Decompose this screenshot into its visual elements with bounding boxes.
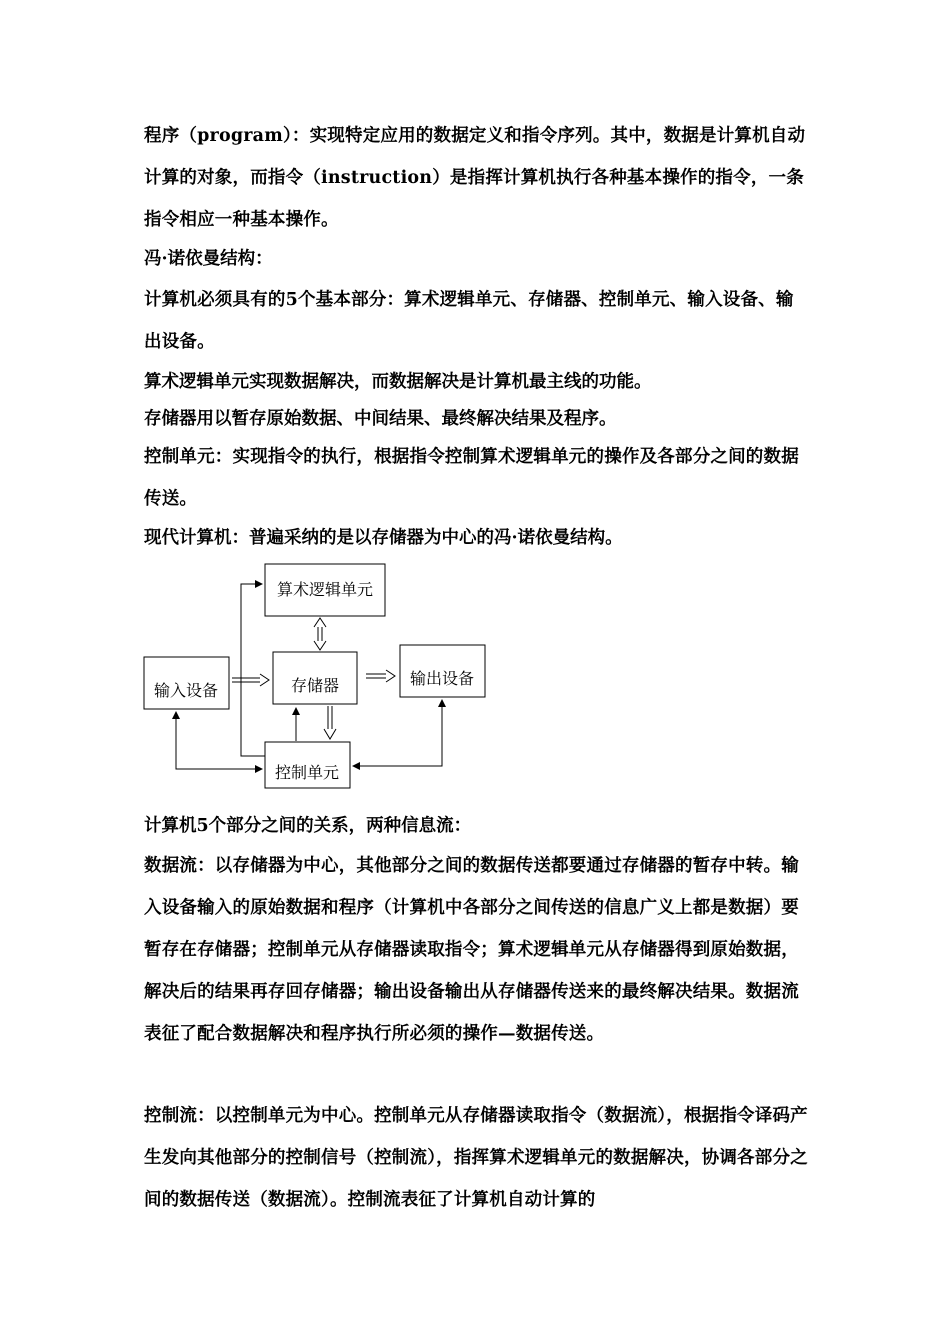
memory-box: [273, 652, 357, 704]
paragraph-program-definition: 程序（program）：实现特定应用的数据定义和指令序列。其中，数据是计算机自动计算的对象，而指令（instruction）是指挥计算机执行各种基本操作的指令，一条指令相应一种基本操作。: [144, 126, 806, 230]
output-device-label: 输出设备: [409, 669, 475, 688]
data-flow-alu-memory: [314, 618, 326, 650]
heading-von-neumann: 冯·诺依曼结构：: [144, 249, 273, 269]
paragraph-relationship: 计算机5个部分之间的关系，两种信息流：: [144, 816, 472, 836]
control-unit-box: [265, 742, 350, 788]
data-flow-input-to-memory: [232, 674, 269, 686]
paragraph-modern-computer: 现代计算机：普遍采纳的是以存储器为中心的冯·诺依曼结构。: [144, 528, 623, 548]
memory-label: 存储器: [290, 676, 340, 695]
data-flow-memory-to-output: [366, 670, 395, 682]
paragraph-five-parts: 计算机必须具有的5个基本部分：算术逻辑单元、存储器、控制单元、输入设备、输出设备。: [144, 290, 794, 352]
paragraph-control-flow: 控制流：以控制单元为中心。控制单元从存储器读取指令（数据流），根据指令译码产生发向其他部分的控制信号（控制流），指挥算术逻辑单元的数据解决，协调各部分之间的数据传送（数据流）。控制流表征了计算机自动计算的: [144, 1106, 808, 1210]
paragraph-alu: 算术逻辑单元实现数据解决，而数据解决是计算机最主线的功能。: [144, 372, 652, 392]
data-flow-memory-to-control: [324, 706, 336, 739]
alu-label: 算术逻辑单元: [276, 580, 374, 599]
alu-box: [265, 564, 385, 616]
output-device-box: [400, 645, 485, 697]
input-device-label: 输入设备: [153, 681, 219, 700]
paragraph-control-unit: 控制单元：实现指令的执行，根据指令控制算术逻辑单元的操作及各部分之间的数据传送。: [144, 447, 799, 509]
paragraph-memory: 存储器用以暂存原始数据、中间结果、最终解决结果及程序。: [144, 409, 617, 429]
input-device-box: [144, 657, 229, 709]
control-unit-label: 控制单元: [274, 763, 340, 782]
von-neumann-diagram: [140, 560, 500, 795]
paragraph-data-flow: 数据流：以存储器为中心，其他部分之间的数据传送都要通过存储器的暂存中转。输入设备输入的原始数据和程序（计算机中各部分之间传送的信息广义上都是数据）要暂存在存储器；控制单元从存储器读取指令；算术逻辑单元从存储器得到原始数据，解决后的结果再存回存储器；输出设备输出从存储器传送来的最终解决结果。数据流表征了配合数据解决和程序执行所必须的操作—数据传送。: [144, 856, 799, 1044]
